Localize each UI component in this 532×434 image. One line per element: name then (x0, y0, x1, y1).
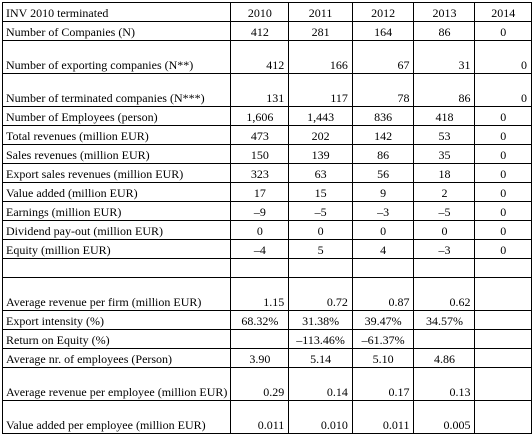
cell-2014 (475, 368, 532, 401)
row-label: Number of Employees (person) (3, 107, 231, 126)
row-label: Total revenues (million EUR) (3, 126, 231, 145)
year-header-2010: 2010 (231, 3, 289, 22)
table-row (3, 22, 532, 41)
cell-2012: 836 (352, 107, 414, 126)
cell-2010: 150 (231, 145, 289, 164)
cell-2013: 35 (414, 145, 475, 164)
cell-2014: 0 (475, 240, 532, 259)
row-label (3, 259, 231, 278)
cell-2014: 0 (475, 183, 532, 202)
year-header-2011: 2011 (289, 3, 353, 22)
cell-2011: 0 (289, 221, 353, 240)
table-row (3, 349, 532, 368)
table-row (3, 311, 532, 330)
row-label: Equity (million EUR) (3, 240, 231, 259)
cell-2014 (475, 401, 532, 434)
row-label: Number of terminated companies (N***) (3, 74, 231, 107)
row-label: Average revenue per employee (million EUR) (3, 368, 231, 401)
cell-2012: 4 (352, 240, 414, 259)
cell-2013: 2 (414, 183, 475, 202)
year-header-2014: 2014 (475, 3, 532, 22)
cell-2010: 17 (231, 183, 289, 202)
cell-2013 (414, 259, 475, 278)
table-row (3, 202, 532, 221)
cell-2010: 0.29 (231, 368, 289, 401)
cell-2014 (475, 259, 532, 278)
row-label: Average nr. of employees (Person) (3, 349, 231, 368)
table-row (3, 41, 532, 74)
cell-2013: 0.62 (414, 278, 475, 311)
row-label: Export sales revenues (million EUR) (3, 164, 231, 183)
cell-2012: 86 (352, 145, 414, 164)
cell-2012: 9 (352, 183, 414, 202)
cell-2012: –61.37% (352, 330, 414, 349)
cell-2011: 5 (289, 240, 353, 259)
cell-2013: 31 (414, 41, 475, 74)
cell-2012: 5.10 (352, 349, 414, 368)
year-header-2013: 2013 (414, 3, 475, 22)
cell-2011: 0.72 (289, 278, 353, 311)
table-row (3, 183, 532, 202)
cell-2011: 202 (289, 126, 353, 145)
cell-2010: 1.15 (231, 278, 289, 311)
cell-2014 (475, 311, 532, 330)
cell-2010: 68.32% (231, 311, 289, 330)
cell-2013: 86 (414, 74, 475, 107)
row-label: Number of exporting companies (N**) (3, 41, 231, 74)
cell-2011: 139 (289, 145, 353, 164)
cell-2014: 0 (475, 221, 532, 240)
year-header-2012: 2012 (352, 3, 414, 22)
table-row (3, 221, 532, 240)
cell-2010: 1,606 (231, 107, 289, 126)
cell-2013: 0.005 (414, 401, 475, 434)
cell-2013: 86 (414, 22, 475, 41)
row-label: Sales revenues (million EUR) (3, 145, 231, 164)
cell-2013: 0.13 (414, 368, 475, 401)
table-row (3, 107, 532, 126)
cell-2011: 117 (289, 74, 353, 107)
cell-2012: 0.87 (352, 278, 414, 311)
cell-2011: 15 (289, 183, 353, 202)
cell-2011: 1,443 (289, 107, 353, 126)
cell-2013: 53 (414, 126, 475, 145)
cell-2012 (352, 259, 414, 278)
table-row (3, 330, 532, 349)
cell-2011: 281 (289, 22, 353, 41)
row-label: Number of Companies (N) (3, 22, 231, 41)
cell-2012: 0 (352, 221, 414, 240)
cell-2011 (289, 259, 353, 278)
cell-2014: 0 (475, 126, 532, 145)
cell-2012: 0.17 (352, 368, 414, 401)
cell-2012: 56 (352, 164, 414, 183)
cell-2010: 323 (231, 164, 289, 183)
row-label: Average revenue per firm (million EUR) (3, 278, 231, 311)
cell-2011: 0.14 (289, 368, 353, 401)
cell-2013: 418 (414, 107, 475, 126)
cell-2014: 0 (475, 145, 532, 164)
cell-2010: 0.011 (231, 401, 289, 434)
cell-2010 (231, 330, 289, 349)
cell-2012: 78 (352, 74, 414, 107)
cell-2012: 164 (352, 22, 414, 41)
table-row (3, 145, 532, 164)
row-label: Export intensity (%) (3, 311, 231, 330)
cell-2012: –3 (352, 202, 414, 221)
cell-2010: 131 (231, 74, 289, 107)
cell-2013: 18 (414, 164, 475, 183)
cell-2010: –9 (231, 202, 289, 221)
cell-2013: 34.57% (414, 311, 475, 330)
cell-2010: 473 (231, 126, 289, 145)
table-row (3, 401, 532, 434)
cell-2011: –5 (289, 202, 353, 221)
cell-2010: 412 (231, 41, 289, 74)
cell-2012: 39.47% (352, 311, 414, 330)
row-label: Value added per employee (million EUR) (3, 401, 231, 434)
cell-2013: –3 (414, 240, 475, 259)
cell-2014: 0 (475, 41, 532, 74)
cell-2010: 3.90 (231, 349, 289, 368)
cell-2014 (475, 330, 532, 349)
cell-2010: –4 (231, 240, 289, 259)
table-header-row (3, 3, 532, 22)
cell-2014: 0 (475, 164, 532, 183)
table-title-cell: INV 2010 terminated (3, 3, 231, 22)
cell-2013: 4.86 (414, 349, 475, 368)
cell-2013: –5 (414, 202, 475, 221)
cell-2013: 0 (414, 221, 475, 240)
table-row (3, 278, 532, 311)
cell-2014: 0 (475, 107, 532, 126)
cell-2011: 166 (289, 41, 353, 74)
table-row (3, 126, 532, 145)
cell-2014: 0 (475, 22, 532, 41)
cell-2011: 5.14 (289, 349, 353, 368)
cell-2012: 142 (352, 126, 414, 145)
table-row (3, 368, 532, 401)
row-label: Earnings (million EUR) (3, 202, 231, 221)
cell-2011: –113.46% (289, 330, 353, 349)
cell-2014 (475, 278, 532, 311)
row-label: Return on Equity (%) (3, 330, 231, 349)
cell-2014: 0 (475, 74, 532, 107)
row-label: Dividend pay-out (million EUR) (3, 221, 231, 240)
cell-2010: 0 (231, 221, 289, 240)
cell-2011: 0.010 (289, 401, 353, 434)
cell-2014 (475, 349, 532, 368)
spacer-row (3, 259, 532, 278)
table-row (3, 164, 532, 183)
table-row (3, 74, 532, 107)
cell-2014: 0 (475, 202, 532, 221)
cell-2013 (414, 330, 475, 349)
cell-2012: 0.011 (352, 401, 414, 434)
data-table (2, 2, 532, 434)
cell-2012: 67 (352, 41, 414, 74)
row-label: Value added (million EUR) (3, 183, 231, 202)
cell-2011: 63 (289, 164, 353, 183)
cell-2010 (231, 259, 289, 278)
cell-2010: 412 (231, 22, 289, 41)
table-row (3, 240, 532, 259)
cell-2011: 31.38% (289, 311, 353, 330)
